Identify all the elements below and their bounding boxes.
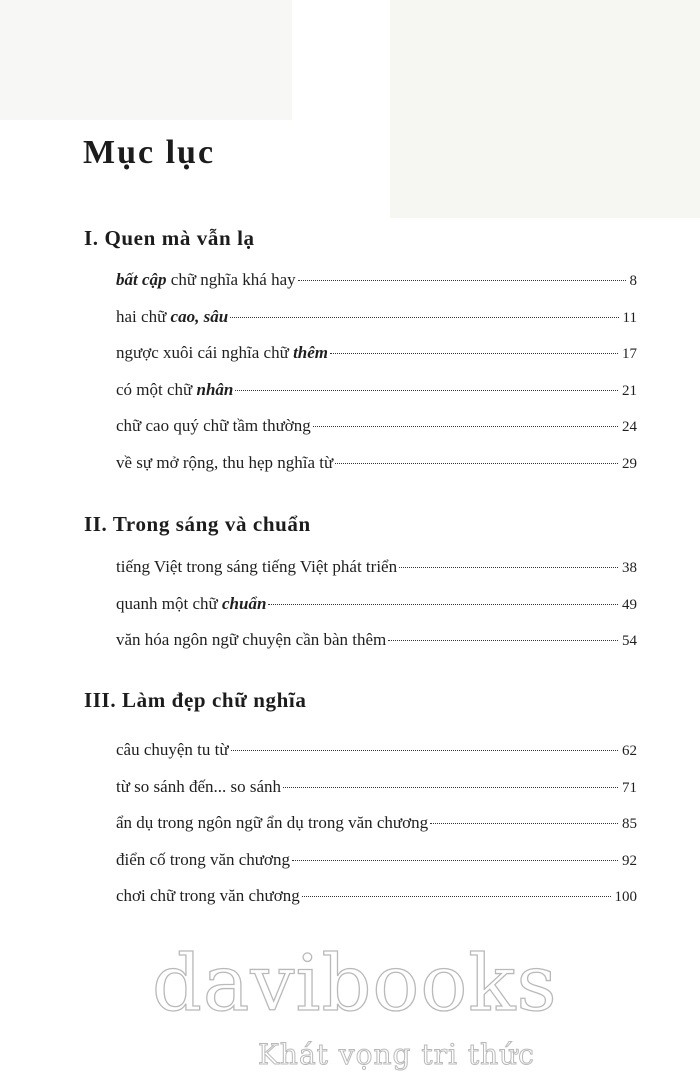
page-number: 17 [622, 346, 637, 362]
toc-entry-label [116, 630, 386, 650]
toc-entry-label [116, 850, 290, 870]
toc-entry-label [116, 777, 281, 797]
toc-entry [116, 777, 637, 801]
toc-entry [116, 850, 637, 874]
entry-text: ẩn dụ trong ngôn ngữ ẩn dụ trong văn chương [116, 813, 429, 832]
emphasized-word: chuẩn [222, 594, 267, 613]
toc-entry [116, 343, 637, 367]
toc-entry-label [116, 557, 397, 577]
toc-entry [116, 886, 637, 910]
page-number: 71 [622, 780, 637, 796]
toc-entry-label [116, 343, 328, 363]
page-number: 49 [622, 597, 637, 613]
toc-entry-label [116, 307, 228, 327]
toc-entry-label [116, 270, 296, 290]
entry-text: có một chữ [116, 380, 197, 399]
toc-entry [116, 740, 637, 764]
toc-entry-label [116, 886, 300, 906]
dot-leader [292, 860, 618, 861]
entry-text: chữ nghĩa khá hay [166, 270, 296, 289]
watermark-logo: davibooks [152, 939, 558, 1029]
paper-shade [390, 0, 700, 218]
section-heading: II. Trong sáng và chuẩn [84, 512, 311, 536]
page-number: 92 [622, 853, 637, 869]
dot-leader [298, 280, 626, 281]
toc-entry [116, 594, 637, 618]
toc-entry [116, 557, 637, 581]
entry-text: ngược xuôi cái nghĩa chữ [116, 343, 294, 362]
dot-leader [230, 317, 618, 318]
toc-entry [116, 307, 637, 331]
page-number: 8 [629, 273, 637, 289]
entry-text: câu chuyện tu từ [116, 740, 229, 759]
dot-leader [283, 787, 618, 788]
dot-leader [231, 750, 618, 751]
entry-text: chữ cao quý chữ tầm thường [116, 416, 311, 435]
dot-leader [430, 823, 618, 824]
dot-leader [335, 463, 618, 464]
entry-text: văn hóa ngôn ngữ chuyện cần bàn thêm [116, 630, 387, 649]
paper-shade [0, 0, 292, 120]
dot-leader [268, 604, 618, 605]
toc-entry-label [116, 453, 333, 473]
dot-leader [388, 640, 618, 641]
emphasized-word: cao, sâu [170, 307, 229, 326]
page-number: 11 [622, 310, 637, 326]
dot-leader [330, 353, 618, 354]
emphasized-word: bất cập [116, 270, 167, 289]
page-number: 62 [622, 743, 637, 759]
page-number: 85 [622, 816, 637, 832]
page-number: 100 [614, 889, 637, 905]
toc-entry-label [116, 380, 233, 400]
toc-entry-label [116, 416, 311, 436]
entry-text: tiếng Việt trong sáng tiếng Việt phát triển [116, 557, 398, 576]
page-number: 29 [622, 456, 637, 472]
entry-text: hai chữ [116, 307, 171, 326]
page-number: 21 [622, 383, 637, 399]
toc-entry-label [116, 813, 428, 833]
entry-text: từ so sánh đến... so sánh [116, 777, 282, 796]
emphasized-word: nhân [196, 380, 234, 399]
page-number: 54 [622, 633, 637, 649]
toc-entry-label [116, 594, 266, 614]
emphasized-word: thêm [293, 343, 329, 362]
page-number: 38 [622, 560, 637, 576]
entry-text: quanh một chữ [116, 594, 223, 613]
toc-entry [116, 416, 637, 440]
entry-text: điển cố trong văn chương [116, 850, 290, 869]
entry-text: chơi chữ trong văn chương [116, 886, 300, 905]
page-title: Mục lục [83, 134, 216, 171]
toc-entry [116, 453, 637, 477]
section-heading: I. Quen mà vẫn lạ [84, 226, 255, 250]
page-number: 24 [622, 419, 637, 435]
dot-leader [313, 426, 618, 427]
entry-text: về sự mở rộng, thu hẹp nghĩa từ [116, 453, 334, 472]
section-heading: III. Làm đẹp chữ nghĩa [84, 688, 307, 712]
toc-entry [116, 380, 637, 404]
watermark-slogan: Khát vọng tri thức [258, 1038, 535, 1071]
toc-entry [116, 813, 637, 837]
dot-leader [302, 896, 611, 897]
toc-entry [116, 630, 637, 654]
toc-entry-label [116, 740, 229, 760]
toc-entry [116, 270, 637, 294]
dot-leader [399, 567, 618, 568]
dot-leader [235, 390, 618, 391]
